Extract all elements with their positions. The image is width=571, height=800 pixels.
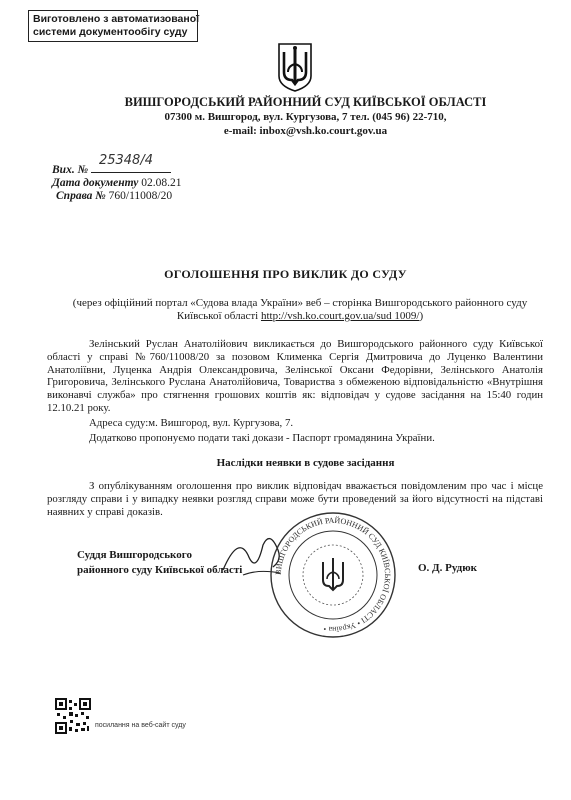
consequences-heading: Наслідки неявки в судове засідання xyxy=(216,457,395,469)
outgoing-number-handwritten: 25348/4 xyxy=(98,153,153,168)
court-website-link[interactable]: http://vsh.ko.court.gov.ua/sud 1009/ xyxy=(260,310,420,322)
document-date-row xyxy=(52,176,182,190)
coat-of-arms-icon xyxy=(276,42,314,97)
document-title: ОГОЛОШЕННЯ ПРО ВИКЛИК ДО СУДУ xyxy=(164,267,407,281)
court-name: ВИШГОРОДСЬКИЙ РАЙОННИЙ СУД КИЇВСЬКОЇ ОБЛАСТІ xyxy=(124,95,487,109)
subtitle-prefix: Київської області xyxy=(176,310,261,322)
evidence-paragraph: Додатково пропонуємо подати такі докази - Паспорт громадянина України. xyxy=(89,432,435,444)
auto-document-stamp xyxy=(28,10,198,42)
judge-title-line-1: Суддя Вишгородського xyxy=(77,549,192,561)
judge-title-line-2: районного суду Київської області xyxy=(77,564,243,576)
court-email: e-mail: inbox@vsh.ko.court.gov.ua xyxy=(223,125,388,137)
date-label: Дата документу xyxy=(52,177,139,189)
outgoing-number-line xyxy=(91,153,171,173)
qr-caption: посилання на веб-сайт суду xyxy=(95,722,186,729)
subtitle-suffix: ) xyxy=(419,310,424,322)
case-label: Справа № xyxy=(56,190,106,202)
case-value: 760/11008/20 xyxy=(108,190,173,202)
court-address: 07300 м. Вишгород, вул. Кургузова, 7 тел. (045 96) 22-710, xyxy=(164,111,447,123)
consequences-paragraph: З опублікуванням оголошення про виклик відповідач вважається повідомленим про час і місце розгляду справи і у випадку неявки розгляд справи може бути проведений за його відсутності на підставі наявних у справі доказів. xyxy=(47,480,543,518)
summons-paragraph: Зелінський Руслан Анатолійович викликається до Вишгородського районного суду Київської області у справі №760/11008/20 за позовом Клименка Сергія Дмитровича до Луценко Валентини Анатоліївни, Луценка Андрія Олександровича, Зелінської Оксани Федорівни, Зелінського Анатолія Григоровича, Зелінського Руслана Анатолійовича, Товариства з обмеженою відповідальністю «Внутрішня виконавчі служба» про стягнення грошових коштів як: відповідач у судове засідання на 15:40 годин 12.10.21 року. xyxy=(47,338,543,414)
subtitle-line-2 xyxy=(60,310,540,323)
subtitle xyxy=(60,297,540,323)
court-address-paragraph: Адреса суду:м. Вишгород, вул. Кургузова, 7. xyxy=(89,417,294,429)
subtitle-line-1: (через офіційний портал «Судова влада України» веб – сторінка Вишгородського районного суду xyxy=(72,297,528,309)
seal-text: ВИШГОРОДСЬКИЙ РАЙОННИЙ СУД КИЇВСЬКОЇ ОБЛАСТІ • Україна • xyxy=(273,515,393,635)
stamp-line-1: Виготовлено з автоматизованої xyxy=(33,13,200,25)
date-value: 02.08.21 xyxy=(141,177,182,189)
court-seal-icon xyxy=(268,510,398,645)
outgoing-label: Вих. № xyxy=(52,164,89,176)
judge-name: О. Д. Рудюк xyxy=(418,562,477,574)
stamp-line-2: системи документообігу суду xyxy=(33,26,188,38)
case-number-row xyxy=(56,189,172,203)
qr-code-icon[interactable] xyxy=(55,698,91,739)
outgoing-number-row xyxy=(52,153,171,177)
